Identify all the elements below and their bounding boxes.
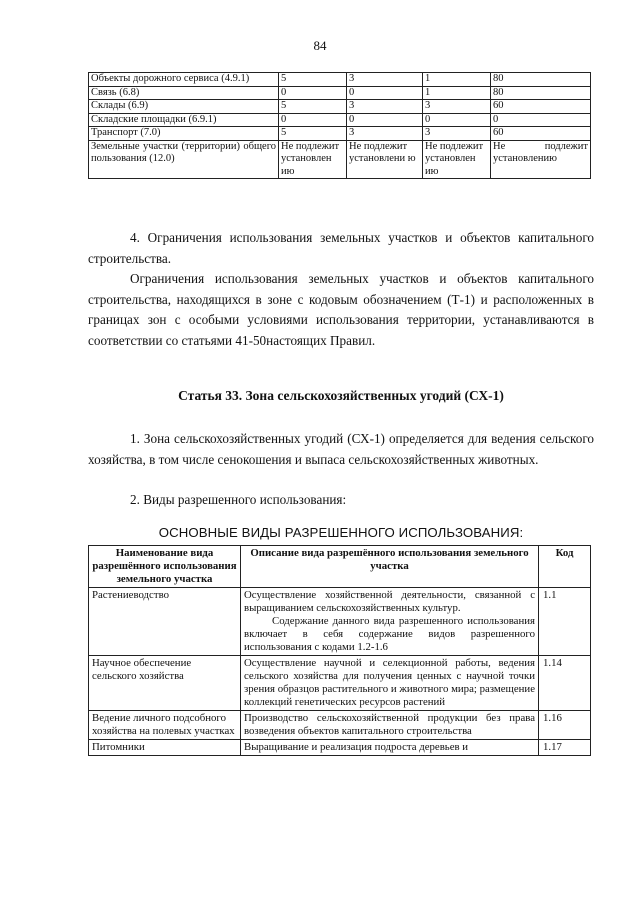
- table-cell-description: Выращивание и реализация подроста деревьев и: [241, 740, 539, 756]
- table-cell-value: 80: [491, 73, 591, 87]
- article-paragraph-1: 1. Зона сельскохозяйственных угодий (СХ-1) определяется для ведения сельского хозяйства, в том числе сенокошения и выпаса сельскохозяйственных животных.: [88, 431, 594, 467]
- table-cell-value: 5: [279, 127, 347, 141]
- page-number: 84: [313, 38, 327, 53]
- table-cell-value: 0: [279, 86, 347, 100]
- table-cell-value: Не подлежит установлению: [491, 140, 591, 179]
- description-part-2: Содержание данного вида разрешенного использования включает в себя содержание видов разрешенного использования с кодами 1.2-1.6: [244, 615, 535, 653]
- table-cell-name: Связь (6.8): [89, 86, 279, 100]
- column-header-name: Наименование вида разрешённого использования земельного участка: [89, 546, 241, 588]
- article-title: Статья 33. Зона сельскохозяйственных угодий (СХ-1): [178, 388, 504, 403]
- zone-parameters-table: [88, 72, 591, 179]
- table-cell-name: Ведение личного подсобного хозяйства на полевых участках: [89, 711, 241, 740]
- table-cell-value: Не подлежит установлен ию: [279, 140, 347, 179]
- table-cell-code: 1.14: [539, 656, 591, 711]
- table-row: [89, 740, 591, 756]
- table-row: [89, 656, 591, 711]
- table-row: [89, 711, 591, 740]
- table-cell-value: 80: [491, 86, 591, 100]
- table-cell-name: Транспорт (7.0): [89, 127, 279, 141]
- column-header-code: Код: [539, 546, 591, 588]
- table-cell-name: Складские площадки (6.9.1): [89, 113, 279, 127]
- table-cell-value: 5: [279, 73, 347, 87]
- table-cell-value: Не подлежит установлени ю: [347, 140, 423, 179]
- table-cell-value: 5: [279, 100, 347, 114]
- table-row: [89, 588, 591, 656]
- table-cell-description: Осуществление научной и селекционной работы, ведения сельского хозяйства для получения ценных с научной точки зрения образцов растительного и животного мира; размещение коллекций генетических ресурсов растений: [241, 656, 539, 711]
- table-cell-value: 3: [423, 100, 491, 114]
- table-cell-value: 1: [423, 86, 491, 100]
- table-row: [89, 73, 591, 87]
- table-cell-name: Склады (6.9): [89, 100, 279, 114]
- table-row: [89, 140, 591, 179]
- table-cell-value: 3: [347, 100, 423, 114]
- table-row: [89, 127, 591, 141]
- column-header-description: Описание вида разрешённого использования земельного участка: [241, 546, 539, 588]
- article-paragraph-2: 2. Виды разрешенного использования:: [130, 492, 347, 507]
- table-cell-name: Объекты дорожного сервиса (4.9.1): [89, 73, 279, 87]
- table-cell-description: [241, 588, 539, 656]
- table-cell-value: 60: [491, 100, 591, 114]
- table-row: [89, 100, 591, 114]
- table-row: [89, 113, 591, 127]
- table-cell-value: 3: [347, 73, 423, 87]
- table-row: [89, 86, 591, 100]
- table-cell-value: 60: [491, 127, 591, 141]
- table-cell-code: 1.1: [539, 588, 591, 656]
- table-cell-value: 3: [423, 127, 491, 141]
- table-cell-value: 0: [347, 113, 423, 127]
- description-part-1: Осуществление хозяйственной деятельности, связанной с выращиванием сельскохозяйственных культур.: [244, 589, 535, 614]
- section-4-body: Ограничения использования земельных участков и объектов капитального строительства, находящихся в зоне с кодовым обозначением (Т-1) и расположенных в границах зон с особыми условиями использования территории, устанавливаются в соответствии со статьями 41-50настоящих Правил.: [88, 271, 594, 348]
- table-cell-name: Земельные участки (территории) общего пользования (12.0): [89, 140, 279, 179]
- main-uses-caption: ОСНОВНЫЕ ВИДЫ РАЗРЕШЕННОГО ИСПОЛЬЗОВАНИЯ:: [158, 525, 524, 540]
- table-cell-value: 1: [423, 73, 491, 87]
- table-cell-value: 0: [423, 113, 491, 127]
- table-cell-name: Растениеводство: [89, 588, 241, 656]
- table-cell-name: Питомники: [89, 740, 241, 756]
- table-cell-description: Производство сельскохозяйственной продукции без права возведения объектов капитального строительства: [241, 711, 539, 740]
- main-uses-table: [88, 545, 591, 756]
- section-4-heading: 4. Ограничения использования земельных участков и объектов капитального строительства.: [88, 230, 594, 266]
- table-cell-value: 0: [347, 86, 423, 100]
- table-header-row: [89, 546, 591, 588]
- table-cell-value: 3: [347, 127, 423, 141]
- table-cell-code: 1.16: [539, 711, 591, 740]
- table-cell-code: 1.17: [539, 740, 591, 756]
- table-cell-value: Не подлежит установлен ию: [423, 140, 491, 179]
- table-cell-value: 0: [279, 113, 347, 127]
- table-cell-name: Научное обеспечение сельского хозяйства: [89, 656, 241, 711]
- table-cell-value: 0: [491, 113, 591, 127]
